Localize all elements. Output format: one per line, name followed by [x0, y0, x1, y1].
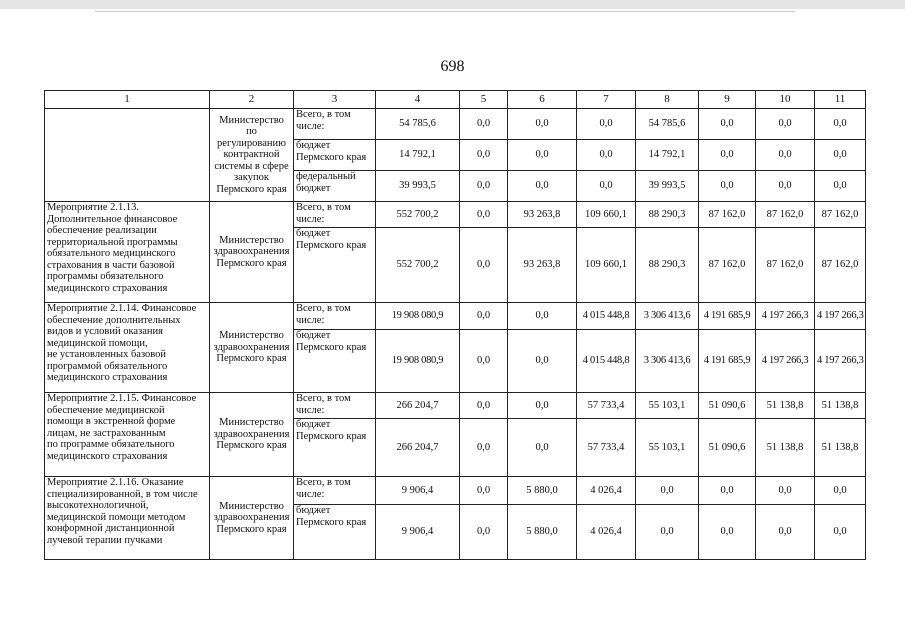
- executor-cell: Министерство здравоохранения Пермского края: [210, 202, 294, 303]
- amount-cell: 0,0: [815, 109, 866, 140]
- table-row: [45, 477, 866, 505]
- amount-cell: 14 792,1: [636, 140, 699, 171]
- amount-cell: 0,0: [756, 477, 815, 505]
- amount-cell: 54 785,6: [636, 109, 699, 140]
- amount-cell: 39 993,5: [636, 171, 699, 202]
- amount-cell: 4 015 448,8: [577, 330, 636, 393]
- amount-cell: 19 908 080,9: [376, 330, 460, 393]
- amount-cell: 0,0: [699, 171, 756, 202]
- amount-cell: 0,0: [460, 303, 508, 330]
- amount-cell: 93 263,8: [508, 202, 577, 228]
- column-header: 3: [294, 91, 376, 109]
- page-number: 698: [440, 58, 465, 75]
- amount-cell: 4 191 685,9: [699, 303, 756, 330]
- amount-cell: 51 138,8: [756, 393, 815, 419]
- amount-cell: 87 162,0: [699, 228, 756, 303]
- amount-cell: 0,0: [815, 477, 866, 505]
- amount-cell: 19 908 080,9: [376, 303, 460, 330]
- table-header-row: [45, 91, 866, 109]
- amount-cell: 5 880,0: [508, 477, 577, 505]
- scan-edge-line: [95, 11, 795, 12]
- funding-source-cell: бюджет Пермского края: [294, 228, 376, 303]
- amount-cell: 0,0: [460, 109, 508, 140]
- amount-cell: 0,0: [699, 140, 756, 171]
- column-header: 2: [210, 91, 294, 109]
- amount-cell: 266 204,7: [376, 419, 460, 477]
- amount-cell: 57 733,4: [577, 393, 636, 419]
- amount-cell: 0,0: [460, 505, 508, 560]
- measure-cell: Мероприятие 2.1.13. Дополнительное финансовое обеспечение реализации территориальной программы обязательного медицинского страхования в части базовой программы обязательного медицинского страхования: [45, 202, 210, 303]
- amount-cell: 9 906,4: [376, 477, 460, 505]
- amount-cell: 87 162,0: [756, 202, 815, 228]
- column-header: 4: [376, 91, 460, 109]
- amount-cell: 4 015 448,8: [577, 303, 636, 330]
- executor-cell: Министерство здравоохранения Пермского края: [210, 303, 294, 393]
- amount-cell: 0,0: [577, 171, 636, 202]
- funding-source-cell: бюджет Пермского края: [294, 505, 376, 560]
- amount-cell: 4 026,4: [577, 477, 636, 505]
- amount-cell: 54 785,6: [376, 109, 460, 140]
- amount-cell: 39 993,5: [376, 171, 460, 202]
- table-row: [45, 109, 866, 140]
- amount-cell: 9 906,4: [376, 505, 460, 560]
- scan-edge-shadow: [0, 0, 905, 9]
- amount-cell: 4 197 266,3: [815, 330, 866, 393]
- amount-cell: 55 103,1: [636, 393, 699, 419]
- amount-cell: 4 197 266,3: [815, 303, 866, 330]
- executor-cell: Министерство здравоохранения Пермского края: [210, 393, 294, 477]
- amount-cell: 0,0: [636, 477, 699, 505]
- amount-cell: 0,0: [636, 505, 699, 560]
- amount-cell: 0,0: [460, 393, 508, 419]
- executor-cell: Министерство по регулированию контрактной системы в сфере закупок Пермского края: [210, 109, 294, 202]
- amount-cell: 4 026,4: [577, 505, 636, 560]
- budget-table: [44, 90, 866, 560]
- amount-cell: 51 138,8: [815, 393, 866, 419]
- column-header: 5: [460, 91, 508, 109]
- amount-cell: 4 191 685,9: [699, 330, 756, 393]
- amount-cell: 0,0: [815, 171, 866, 202]
- amount-cell: 0,0: [815, 140, 866, 171]
- amount-cell: 0,0: [460, 140, 508, 171]
- amount-cell: 0,0: [577, 140, 636, 171]
- amount-cell: 0,0: [756, 171, 815, 202]
- funding-source-cell: Всего, в том числе:: [294, 109, 376, 140]
- amount-cell: 0,0: [508, 171, 577, 202]
- amount-cell: 4 197 266,3: [756, 330, 815, 393]
- amount-cell: 552 700,2: [376, 228, 460, 303]
- amount-cell: 0,0: [508, 109, 577, 140]
- amount-cell: 552 700,2: [376, 202, 460, 228]
- amount-cell: 51 090,6: [699, 393, 756, 419]
- amount-cell: 5 880,0: [508, 505, 577, 560]
- amount-cell: 0,0: [815, 505, 866, 560]
- amount-cell: 0,0: [460, 477, 508, 505]
- funding-source-cell: Всего, в том числе:: [294, 477, 376, 505]
- amount-cell: 109 660,1: [577, 228, 636, 303]
- column-header: 9: [699, 91, 756, 109]
- funding-source-cell: бюджет Пермского края: [294, 330, 376, 393]
- measure-cell: Мероприятие 2.1.16. Оказание специализированной, в том числе высокотехнологичной, медицинской помощи методом конформной дистанционной лучевой терапии пучками: [45, 477, 210, 560]
- amount-cell: 109 660,1: [577, 202, 636, 228]
- amount-cell: 88 290,3: [636, 228, 699, 303]
- column-header: 10: [756, 91, 815, 109]
- amount-cell: 0,0: [508, 140, 577, 171]
- measure-cell: Мероприятие 2.1.14. Финансовое обеспечение дополнительных видов и условий оказания медицинской помощи, не установленных базовой программой обязательного медицинского страхования: [45, 303, 210, 393]
- amount-cell: 55 103,1: [636, 419, 699, 477]
- amount-cell: 0,0: [460, 202, 508, 228]
- amount-cell: 0,0: [460, 228, 508, 303]
- funding-source-cell: Всего, в том числе:: [294, 202, 376, 228]
- amount-cell: 87 162,0: [699, 202, 756, 228]
- amount-cell: 0,0: [577, 109, 636, 140]
- column-header: 11: [815, 91, 866, 109]
- measure-cell: [45, 109, 210, 202]
- amount-cell: 93 263,8: [508, 228, 577, 303]
- table-row: [45, 303, 866, 330]
- funding-source-cell: бюджет Пермского края: [294, 140, 376, 171]
- amount-cell: 0,0: [699, 109, 756, 140]
- amount-cell: 51 138,8: [756, 419, 815, 477]
- amount-cell: 51 090,6: [699, 419, 756, 477]
- amount-cell: 0,0: [756, 505, 815, 560]
- amount-cell: 0,0: [508, 393, 577, 419]
- amount-cell: 14 792,1: [376, 140, 460, 171]
- amount-cell: 4 197 266,3: [756, 303, 815, 330]
- amount-cell: 57 733,4: [577, 419, 636, 477]
- amount-cell: 3 306 413,6: [636, 330, 699, 393]
- amount-cell: 0,0: [756, 140, 815, 171]
- measure-cell: Мероприятие 2.1.15. Финансовое обеспечение медицинской помощи в экстренной форме лицам, не застрахованным по программе обязательного медицинского страхования: [45, 393, 210, 477]
- amount-cell: 0,0: [756, 109, 815, 140]
- amount-cell: 0,0: [699, 505, 756, 560]
- column-header: 7: [577, 91, 636, 109]
- amount-cell: 3 306 413,6: [636, 303, 699, 330]
- column-header: 1: [45, 91, 210, 109]
- amount-cell: 87 162,0: [756, 228, 815, 303]
- table-row: [45, 393, 866, 419]
- amount-cell: 51 138,8: [815, 419, 866, 477]
- amount-cell: 0,0: [508, 419, 577, 477]
- amount-cell: 0,0: [460, 419, 508, 477]
- amount-cell: 88 290,3: [636, 202, 699, 228]
- amount-cell: 0,0: [460, 171, 508, 202]
- funding-source-cell: Всего, в том числе:: [294, 303, 376, 330]
- amount-cell: 0,0: [508, 330, 577, 393]
- amount-cell: 87 162,0: [815, 228, 866, 303]
- table-row: [45, 202, 866, 228]
- amount-cell: 0,0: [699, 477, 756, 505]
- amount-cell: 0,0: [508, 303, 577, 330]
- amount-cell: 87 162,0: [815, 202, 866, 228]
- funding-source-cell: Всего, в том числе:: [294, 393, 376, 419]
- column-header: 6: [508, 91, 577, 109]
- amount-cell: 0,0: [460, 330, 508, 393]
- column-header: 8: [636, 91, 699, 109]
- funding-source-cell: бюджет Пермского края: [294, 419, 376, 477]
- amount-cell: 266 204,7: [376, 393, 460, 419]
- executor-cell: Министерство здравоохранения Пермского края: [210, 477, 294, 560]
- funding-source-cell: федеральный бюджет: [294, 171, 376, 202]
